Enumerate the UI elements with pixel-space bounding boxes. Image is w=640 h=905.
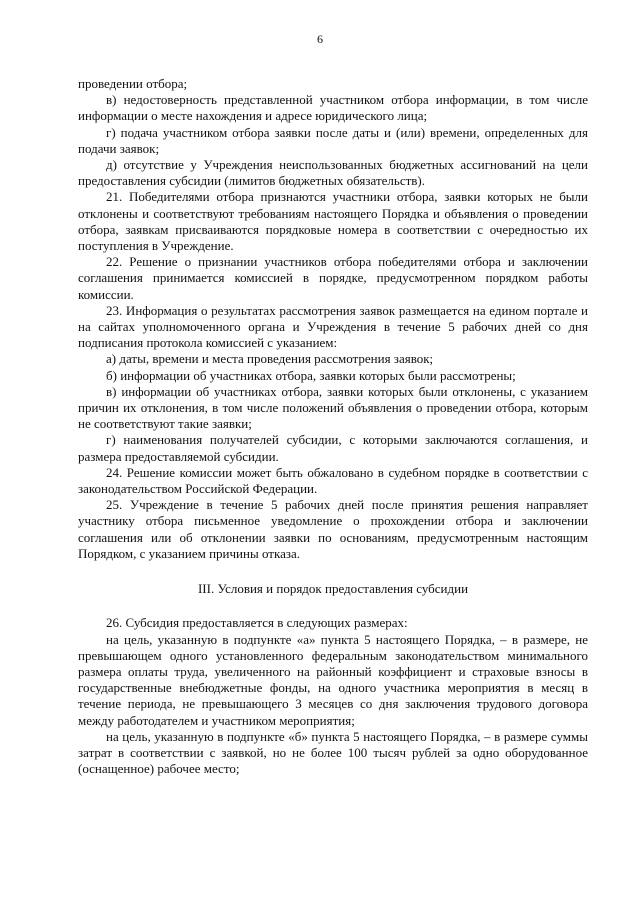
paragraph: 22. Решение о признании участников отбора победителями отбора и заключении соглашения принимается комиссией в порядке, предусмотренном порядком работы комиссии. [78, 254, 588, 302]
paragraphs-after [78, 615, 588, 777]
paragraph: 21. Победителями отбора признаются участники отбора, заявки которых не были отклонены и соответствуют требованиям настоящего Порядка и объявления о проведении отбора, заявкам присваиваются порядковые номера в соответствии с очередностью их поступления в Учреждение. [78, 189, 588, 254]
paragraph: в) недостоверность представленной участником отбора информации, в том числе информации о месте нахождения и адресе юридического лица; [78, 92, 588, 124]
paragraph: г) наименования получателей субсидии, с которыми заключаются соглашения, и размера предоставляемой субсидии. [78, 432, 588, 464]
paragraphs-before [78, 76, 588, 562]
paragraph: проведении отбора; [78, 76, 188, 91]
page-number: 6 [317, 32, 323, 46]
paragraph: б) информации об участниках отбора, заявки которых были рассмотрены; [106, 367, 516, 383]
paragraph: д) отсутствие у Учреждения неиспользованных бюджетных ассигнований на цели предоставления субсидии (лимитов бюджетных обязательств). [78, 157, 588, 189]
paragraph: на цель, указанную в подпункте «а» пункта 5 настоящего Порядка, – в размере, не превышающем одного установленного федеральным законодательством минимального размера оплаты труда, увеличенного на районный коэффициент и страховые взносы в государственные внебюджетные фонды, на одного участника мероприятия в месяц в течение периода, не превышающего 3 месяцев со дня заключения трудового договора между работодателем и участником мероприятия; [78, 631, 588, 728]
paragraph: 23. Информация о результатах рассмотрения заявок размещается на едином портале и на сайтах уполномоченного органа и Учреждения в течение 5 рабочих дней со дня подписания протокола комиссией с указанием: [78, 302, 588, 351]
paragraph: 24. Решение комиссии может быть обжаловано в судебном порядке в соответствии с законодательством Российской Федерации. [78, 464, 588, 497]
document-body [78, 76, 588, 777]
paragraph: а) даты, времени и места проведения рассмотрения заявок; [106, 351, 434, 367]
section-heading: III. Условия и порядок предоставления субсидии [197, 581, 469, 597]
paragraph: 26. Субсидия предоставляется в следующих размерах: [106, 615, 408, 631]
paragraph: на цель, указанную в подпункте «б» пункта 5 настоящего Порядка, – в размере суммы затрат в соответствии с заявкой, но не более 100 тысяч рублей за одно оборудованное (оснащенное) рабочее место; [78, 728, 588, 777]
paragraph: в) информации об участниках отбора, заявки которых были отклонены, с указанием причин их отклонения, в том числе положений объявления о проведении отбора, которым не соответствуют такие заявки; [78, 383, 588, 432]
paragraph: г) подача участником отбора заявки после даты и (или) времени, определенных для подачи заявок; [78, 124, 588, 156]
paragraph: 25. Учреждение в течение 5 рабочих дней после принятия решения направляет участнику отбора письменное уведомление о прохождении отбора и заключении соглашения или об отклонении заявки по основаниям, предусмотренным настоящим Порядком, с указанием причины отказа. [78, 497, 588, 561]
